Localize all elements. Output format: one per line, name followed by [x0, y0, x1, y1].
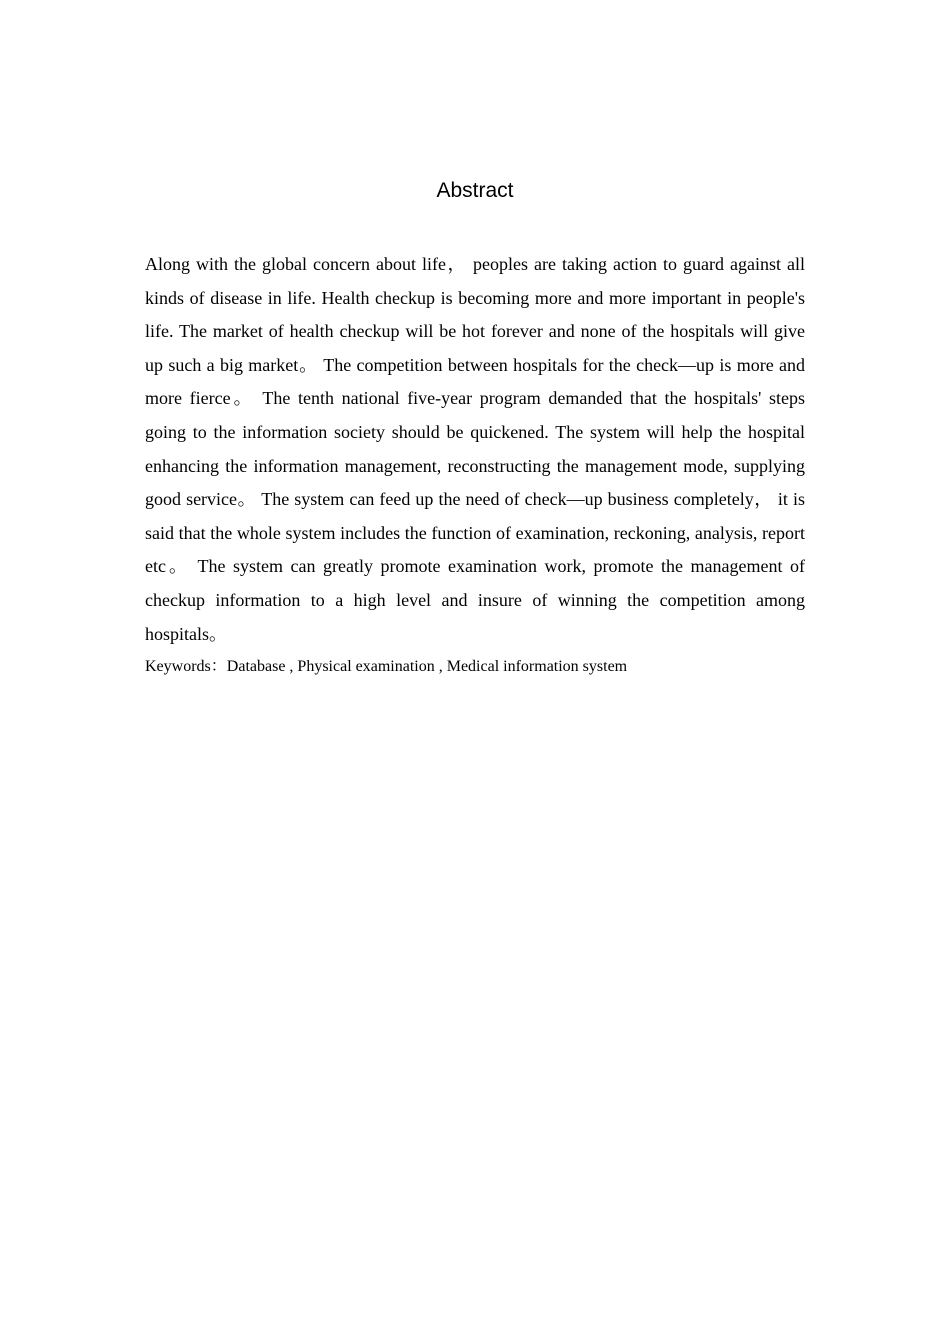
- abstract-title: Abstract: [436, 179, 514, 202]
- keywords-list: Database , Physical examination , Medical information system: [226, 658, 628, 675]
- abstract-body-text: Along with the global concern about life， peoples are taking action to guard against all kinds of disease in life. Health checkup is becoming more and more important in people's life. The market of health checkup will be hot forever and none of the hospitals will give up such a big market。 The competition between hospitals for the check—up is more and more fierce。 The tenth national five-year program demanded that the hospitals' steps going to the information society should be quickened. The system will help the hospital enhancing the information management, reconstructing the management mode, supplying good service。 The system can feed up the need of check—up business completely， it is said that the whole system includes the function of examination, reckoning, analysis, report etc。 The system can greatly promote examination work, promote the management of checkup information to a high level and insure of winning the competition among hospitals。: [145, 254, 805, 644]
- keywords-label: Keywords：: [145, 658, 227, 675]
- keywords-line: [145, 656, 805, 678]
